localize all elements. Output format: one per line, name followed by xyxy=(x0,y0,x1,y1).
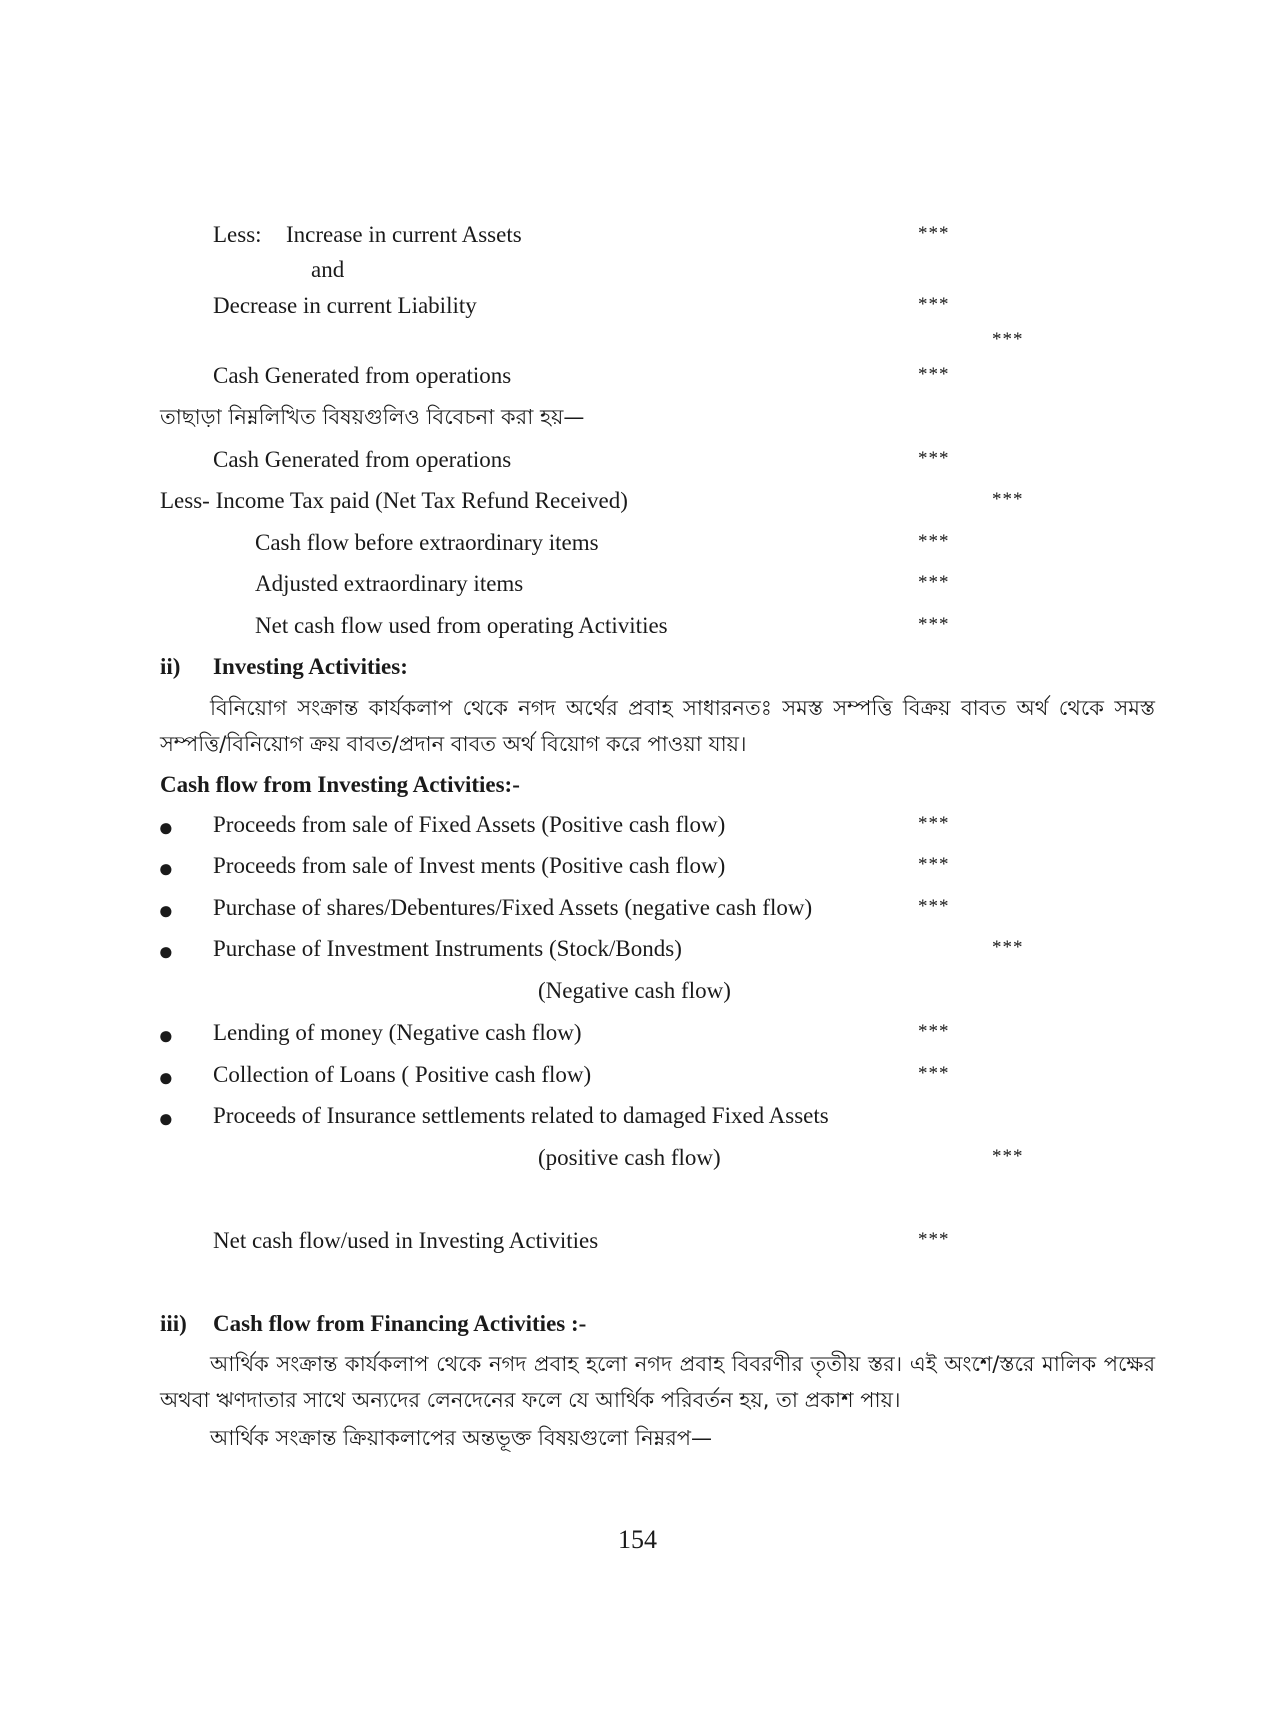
cash-generated-operations: Cash Generated from operations xyxy=(213,363,512,388)
subtotal-placeholder: *** xyxy=(992,329,1024,350)
financing-paragraph: আর্থিক সংক্রান্ত কার্যকলাপ থেকে নগদ প্রবাহ হলো নগদ প্রবাহ বিবরণীর তৃতীয় স্তর। এই অংশে/স্তরে মালিক পক্ষের অথবা ঋণদাতার সাথে অন্যদের লেনদেনের ফলে যে আর্থিক পরিবর্তন হয়, তা প্রকাশ পায়। xyxy=(160,1352,1155,1412)
investing-paragraph: বিনিয়োগ সংক্রান্ত কার্যকলাপ থেকে নগদ অর্থের প্রবাহ সাধারনতঃ সমস্ত সম্পত্তি বিক্রয় বাবত অর্থ থেকে সমস্ত সম্পত্তি/বিনিয়োগ ক্রয় বাবত/প্রদান বাবত অর্থ বিয়োগ করে পাওয়া যায়। xyxy=(160,696,1155,756)
less-income-tax: Less- Income Tax paid (Net Tax Refund Received) xyxy=(160,488,628,513)
bullet-icon: ● xyxy=(158,813,174,842)
amount-placeholder: *** xyxy=(918,294,950,315)
investing-item: Lending of money (Negative cash flow) xyxy=(213,1020,582,1045)
investing-item: Purchase of shares/Debentures/Fixed Assets (negative cash flow) xyxy=(213,895,813,920)
amount-placeholder: *** xyxy=(992,489,1024,510)
amount-placeholder: *** xyxy=(918,854,950,875)
section-number-iii: iii) xyxy=(160,1311,187,1336)
amount-placeholder: *** xyxy=(918,531,950,552)
negative-cash-flow-note: (Negative cash flow) xyxy=(538,978,731,1003)
bullet-icon: ● xyxy=(158,854,174,883)
investing-item: Proceeds of Insurance settlements related to damaged Fixed Assets xyxy=(213,1103,829,1128)
amount-placeholder: *** xyxy=(918,223,950,244)
amount-placeholder: *** xyxy=(918,1063,950,1084)
investing-subheading: Cash flow from Investing Activities:- xyxy=(160,772,520,797)
page-number: 154 xyxy=(618,1525,657,1554)
bullet-icon: ● xyxy=(158,1104,174,1133)
net-investing-cash-flow: Net cash flow/used in Investing Activities xyxy=(213,1228,599,1253)
cash-generated-operations: Cash Generated from operations xyxy=(213,447,512,472)
financing-items-intro: আর্থিক সংক্রান্ত ক্রিয়াকলাপের অন্তভূক্ত বিষয়গুলো নিম্নরপ— xyxy=(210,1426,713,1450)
amount-placeholder: *** xyxy=(918,896,950,917)
increase-current-assets: Increase in current Assets xyxy=(286,222,522,247)
amount-placeholder: *** xyxy=(918,448,950,469)
less-label: Less: xyxy=(213,222,262,247)
amount-placeholder: *** xyxy=(918,1229,950,1250)
bullet-icon: ● xyxy=(158,1063,174,1092)
amount-placeholder: *** xyxy=(918,572,950,593)
bullet-icon: ● xyxy=(158,1021,174,1050)
investing-item: Proceeds from sale of Fixed Assets (Positive cash flow) xyxy=(213,812,726,837)
investing-item: Collection of Loans ( Positive cash flow) xyxy=(213,1062,592,1087)
bullet-icon: ● xyxy=(158,937,174,966)
section-number-ii: ii) xyxy=(160,654,181,679)
investing-item: Proceeds from sale of Invest ments (Positive cash flow) xyxy=(213,853,726,878)
amount-placeholder: *** xyxy=(992,1146,1024,1167)
amount-placeholder: *** xyxy=(918,614,950,635)
before-extraordinary-items: Cash flow before extraordinary items xyxy=(255,530,599,555)
and-text: and xyxy=(311,257,345,282)
amount-placeholder: *** xyxy=(918,813,950,834)
investing-item: Purchase of Investment Instruments (Stock/Bonds) xyxy=(213,936,682,961)
investing-heading: Investing Activities: xyxy=(213,654,408,679)
bullet-icon: ● xyxy=(158,896,174,925)
amount-placeholder: *** xyxy=(918,364,950,385)
also-considered-text: তাছাড়া নিম্নলিখিত বিষয়গুলিও বিবেচনা করা হয়— xyxy=(160,405,585,429)
financing-heading: Cash flow from Financing Activities :- xyxy=(213,1311,587,1336)
positive-cash-flow-note: (positive cash flow) xyxy=(538,1145,721,1170)
decrease-current-liability: Decrease in current Liability xyxy=(213,293,477,318)
amount-placeholder: *** xyxy=(918,1021,950,1042)
net-operating-cash-flow: Net cash flow used from operating Activities xyxy=(255,613,668,638)
amount-placeholder: *** xyxy=(992,937,1024,958)
adjusted-extraordinary-items: Adjusted extraordinary items xyxy=(255,571,524,596)
